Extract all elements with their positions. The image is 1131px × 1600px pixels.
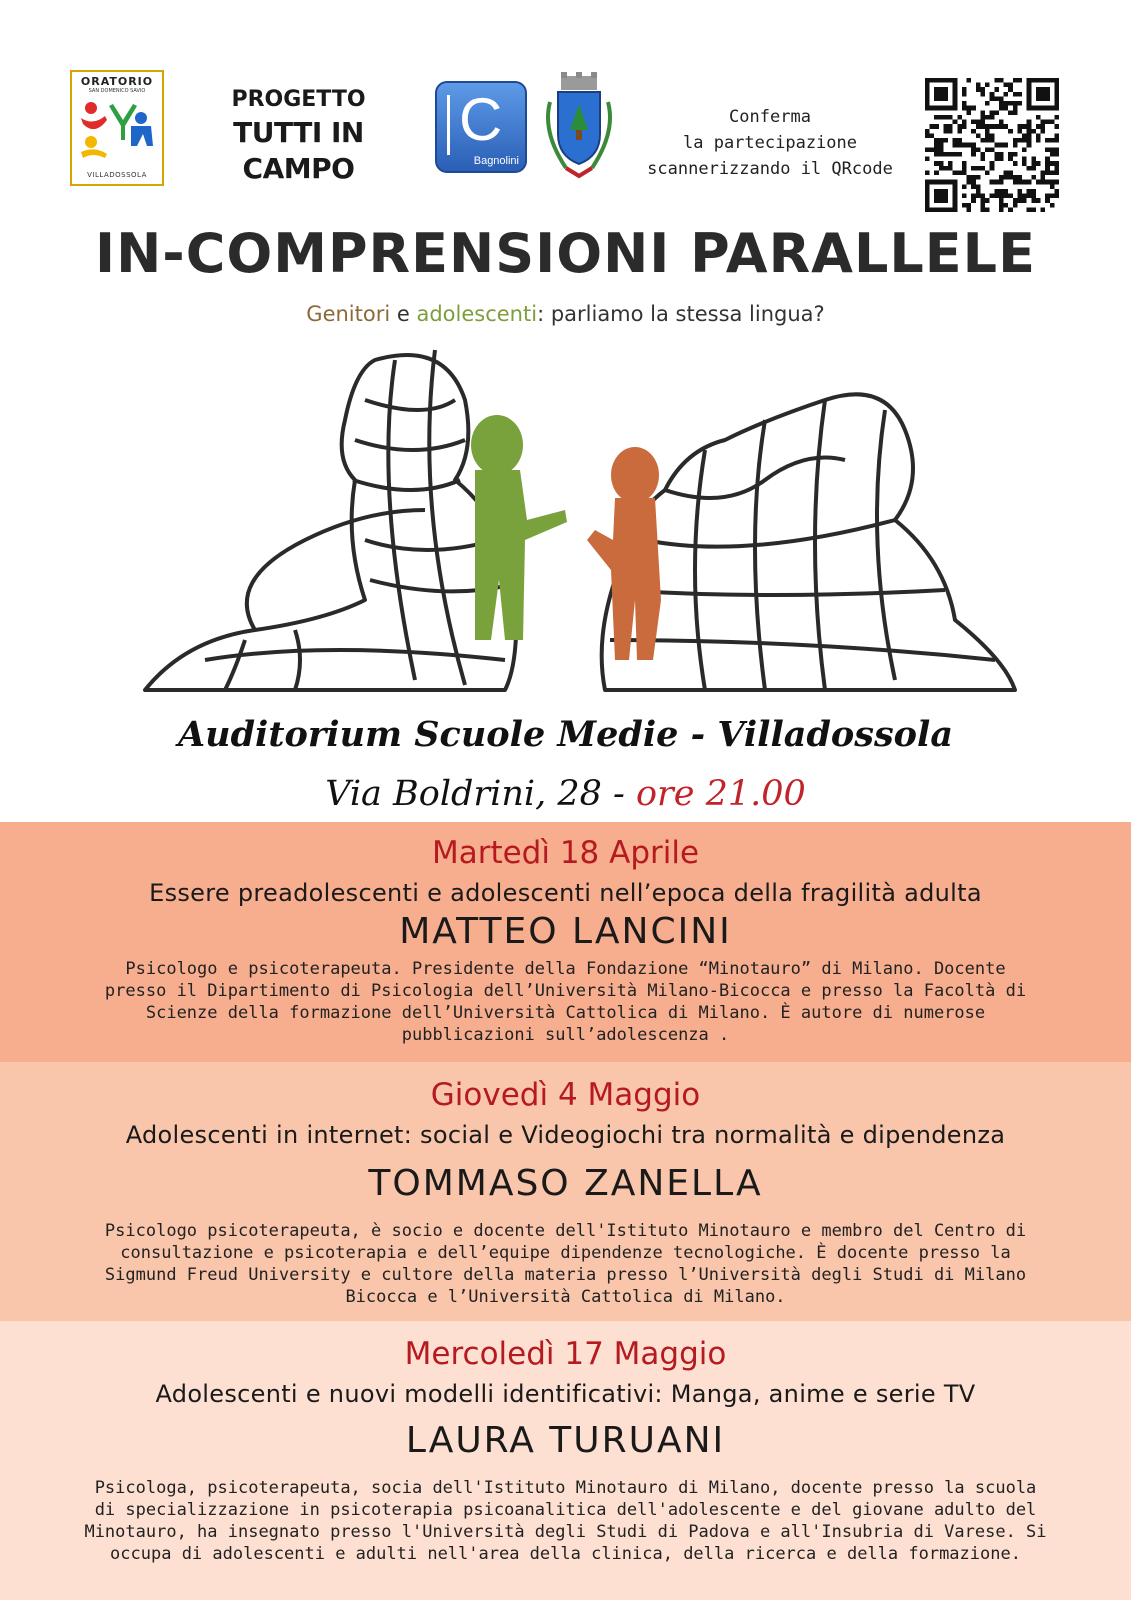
event-date: Giovedì 4 Maggio bbox=[430, 1077, 701, 1113]
subtitle-genitori: Genitori bbox=[306, 302, 391, 326]
event-date: Mercoledì 17 Maggio bbox=[404, 1336, 727, 1372]
event-3 bbox=[0, 1321, 1131, 1600]
ic-logo-name: Bagnolini bbox=[473, 155, 519, 167]
header bbox=[0, 0, 1131, 215]
subtitle-rest: : parliamo la stessa lingua? bbox=[537, 302, 825, 326]
venue: Auditorium Scuole Medie - Villadossola bbox=[177, 714, 953, 755]
page-title: IN-COMPRENSIONI PARALLELE bbox=[95, 222, 1036, 285]
address-time: ore 21.00 bbox=[635, 774, 806, 814]
address bbox=[0, 774, 1131, 814]
project-line1: PROGETTO bbox=[231, 87, 366, 112]
address-street: Via Boldrini, 28 - bbox=[325, 774, 636, 814]
qr-code-icon[interactable] bbox=[925, 78, 1059, 212]
event-1 bbox=[0, 822, 1131, 1062]
confirm-line-1: Conferma bbox=[729, 107, 811, 127]
event-speaker: MATTEO LANCINI bbox=[399, 911, 732, 952]
bio-line: Psicologa, psicoterapeuta, socia dell'Istituto Minotauro di Milano, docente presso la scuola bbox=[94, 1478, 1037, 1498]
bio-line: pubblicazioni sull’adolescenza . bbox=[401, 1025, 730, 1045]
project-line2: TUTTI IN CAMPO bbox=[233, 115, 364, 185]
event-bio bbox=[0, 1477, 1131, 1565]
bio-line: Psicologo e psicoterapeuta. Presidente della Fondazione “Minotauro” di Milano. Docente bbox=[125, 959, 1006, 979]
event-topic: Adolescenti e nuovi modelli identificativi: Manga, anime e serie TV bbox=[155, 1380, 976, 1408]
events-list bbox=[0, 822, 1131, 1600]
bio-line: di specializzazione in psicoterapia psicoanalitica dell'adolescente e del giovane adulto del bbox=[94, 1500, 1037, 1520]
bio-line: consultazione e psicoterapia e dell’equipe dipendenze tecnologiche. È docente presso la bbox=[120, 1243, 1011, 1263]
event-speaker: LAURA TURUANI bbox=[405, 1420, 726, 1461]
event-speaker: TOMMASO ZANELLA bbox=[368, 1163, 763, 1204]
confirm-line-2: la partecipazione bbox=[683, 133, 857, 153]
oratorio-logo-subtitle: SAN DOMENICO SAVIO bbox=[88, 88, 146, 94]
subtitle-adolescenti: adolescenti bbox=[416, 302, 538, 326]
event-bio bbox=[0, 958, 1131, 1046]
green-child-figure bbox=[471, 415, 567, 640]
ic-bagnolini-logo bbox=[435, 81, 527, 173]
confirm-line-3: scannerizzando il QRcode bbox=[647, 159, 893, 179]
event-date: Martedì 18 Aprile bbox=[431, 835, 700, 871]
event-topic: Adolescenti in internet: social e Videogiochi tra normalità e dipendenza bbox=[125, 1121, 1006, 1149]
oratorio-logo-place: VILLADOSSOLA bbox=[87, 171, 147, 179]
event-topic: Essere preadolescenti e adolescenti nell’epoca della fragilità adulta bbox=[149, 879, 982, 907]
oratorio-figures-icon bbox=[77, 96, 157, 166]
bio-line: presso il Dipartimento di Psicologia dell’Università Milano-Bicocca e presso la Facoltà di bbox=[104, 981, 1027, 1001]
event-bio bbox=[0, 1220, 1131, 1308]
oratorio-logo-title: ORATORIO bbox=[80, 75, 154, 88]
page-subtitle bbox=[0, 302, 1131, 326]
bio-line: Bicocca e l’Università Cattolica di Milano. bbox=[345, 1287, 786, 1307]
project-title bbox=[176, 86, 421, 187]
wire-sculpture-illustration bbox=[125, 340, 1025, 710]
bio-line: Psicologo psicoterapeuta, è socio e docente dell'Istituto Minotauro e membro del Centro di bbox=[104, 1221, 1027, 1241]
bio-line: occupa di adolescenti e adulti nell'area della clinica, della ricerca e della formazione. bbox=[110, 1544, 1021, 1564]
bio-line: Sigmund Freud University e cultore della materia presso l’Università degli Studi di Milano bbox=[104, 1265, 1027, 1285]
ic-logo-letter: C bbox=[459, 86, 503, 153]
confirm-text bbox=[620, 104, 920, 182]
orange-child-figure bbox=[587, 447, 661, 660]
event-2 bbox=[0, 1062, 1131, 1321]
bio-line: Scienze della formazione dell’Università Cattolica di Milano. È autore di numerose bbox=[145, 1003, 986, 1023]
subtitle-e: e bbox=[390, 302, 417, 326]
oratorio-logo bbox=[70, 70, 164, 186]
ic-logo-bar bbox=[447, 95, 450, 155]
municipal-crest-icon bbox=[536, 72, 622, 182]
bio-line: Minotauro, ha insegnato presso l'Università degli Studi di Padova e all'Insubria di Varese. Si bbox=[84, 1522, 1047, 1542]
